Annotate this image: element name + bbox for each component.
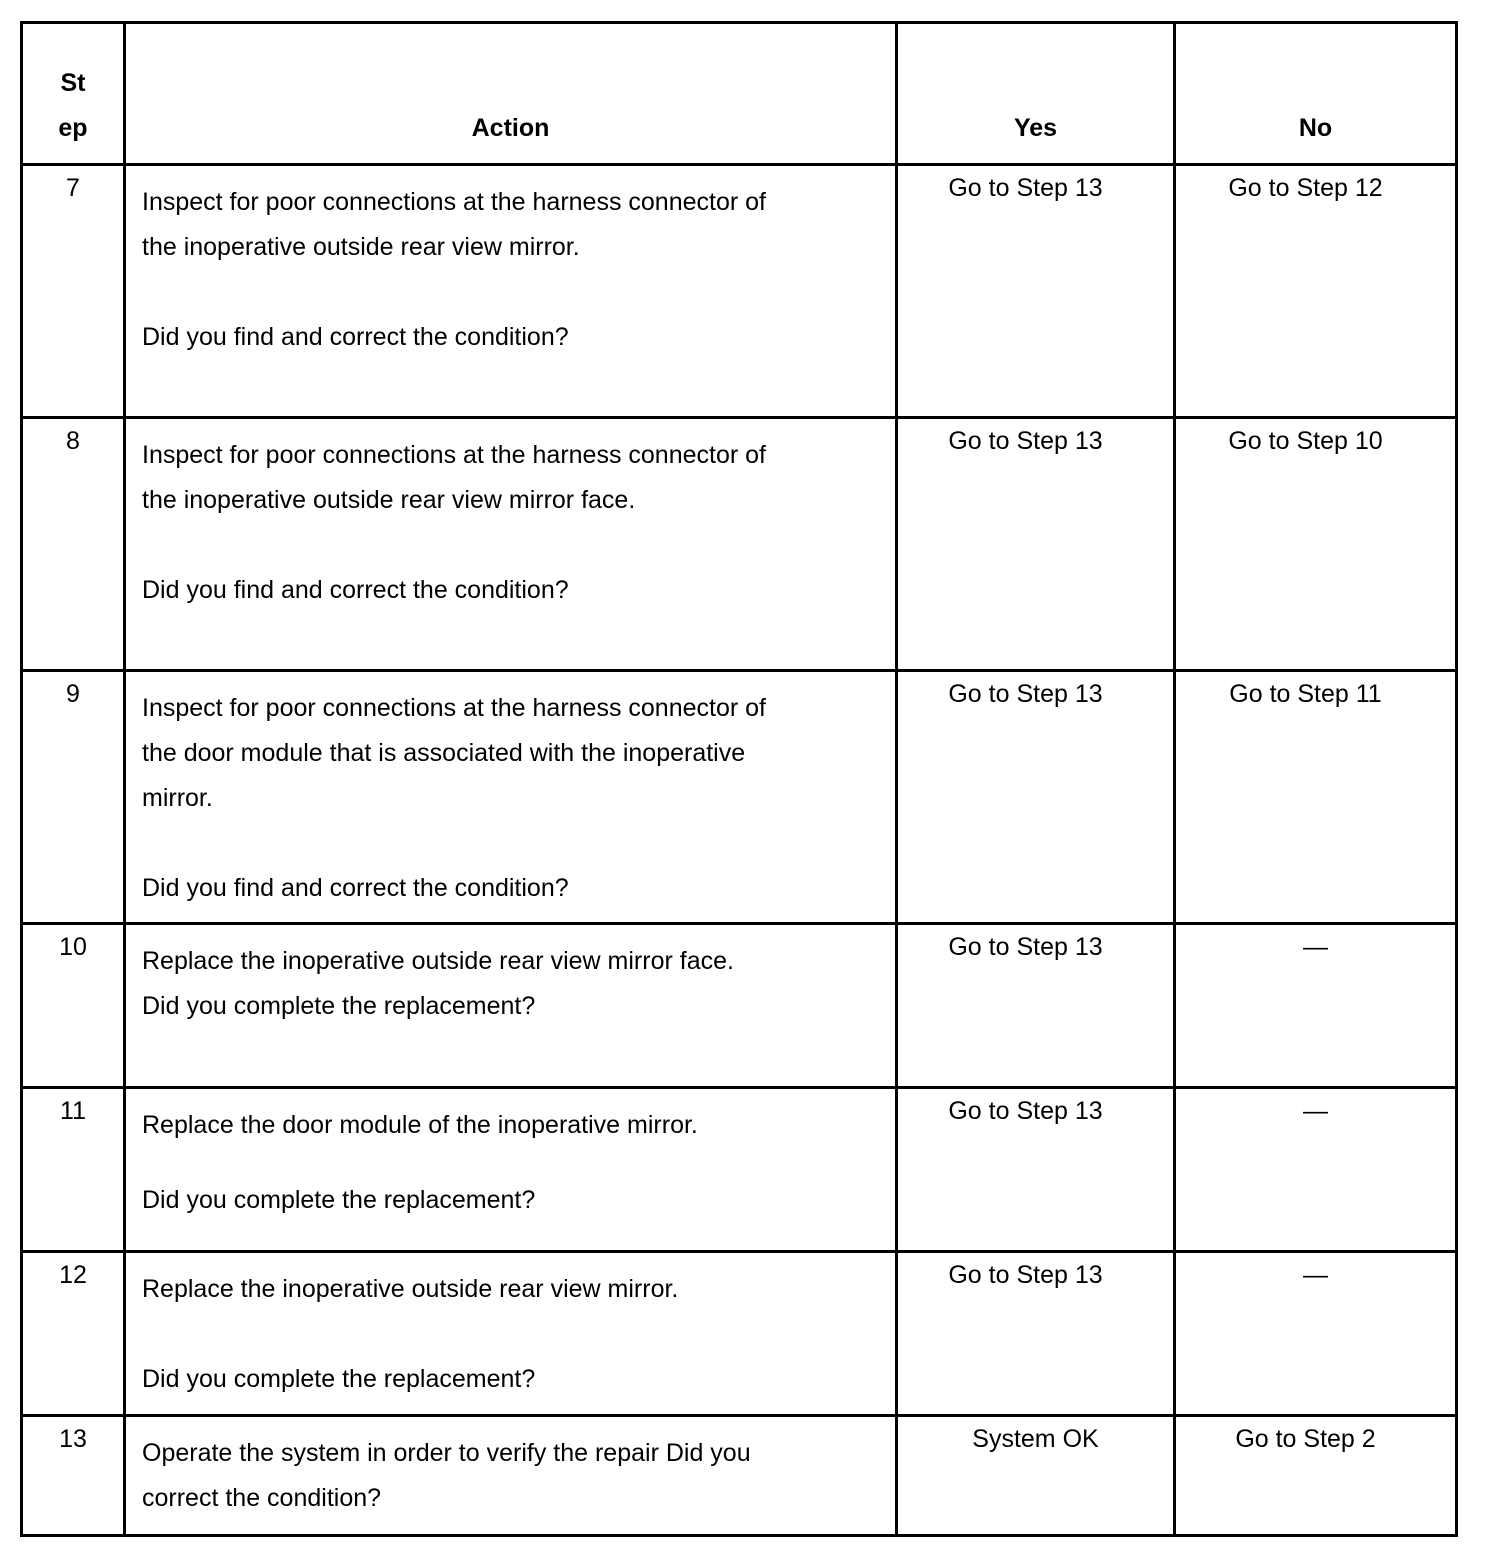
step-number: 8 <box>22 418 125 671</box>
no-text: Go to Step 11 <box>1229 680 1382 708</box>
action-text: correct the condition? <box>142 1484 382 1512</box>
yes-text: Go to Step 13 <box>948 1261 1103 1289</box>
step-number: 11 <box>22 1088 125 1252</box>
step-number: 9 <box>22 671 125 924</box>
header-action: Action <box>125 23 897 165</box>
question-text: Did you complete the replacement? <box>142 992 536 1020</box>
step-number: 7 <box>22 165 125 418</box>
header-step-line2: ep <box>58 114 88 142</box>
action-text: Inspect for poor connections at the harness connector of <box>142 441 766 469</box>
table-row <box>22 671 1457 924</box>
diagnostic-table <box>20 21 1458 1537</box>
action-text: Replace the door module of the inoperative mirror. <box>142 1111 698 1139</box>
header-yes: Yes <box>897 23 1175 165</box>
action-cell <box>125 1088 897 1252</box>
yes-cell <box>897 165 1175 418</box>
no-text: Go to Step 2 <box>1235 1425 1376 1453</box>
yes-text: Go to Step 13 <box>948 933 1103 961</box>
no-cell <box>1175 418 1457 671</box>
question-text: Did you find and correct the condition? <box>142 576 569 604</box>
no-text: — <box>1303 933 1328 961</box>
no-text: — <box>1303 1261 1328 1289</box>
yes-cell <box>897 924 1175 1088</box>
action-text: the door module that is associated with the inoperative <box>142 739 746 767</box>
step-number: 12 <box>22 1252 125 1416</box>
action-cell <box>125 418 897 671</box>
action-text: mirror. <box>142 784 213 812</box>
header-row <box>22 23 1457 165</box>
step-number: 10 <box>22 924 125 1088</box>
no-cell <box>1175 671 1457 924</box>
action-text: Inspect for poor connections at the harness connector of <box>142 694 766 722</box>
action-cell <box>125 1416 897 1536</box>
action-cell <box>125 1252 897 1416</box>
yes-text: Go to Step 13 <box>948 680 1103 708</box>
yes-cell <box>897 1088 1175 1252</box>
action-cell <box>125 165 897 418</box>
yes-text: Go to Step 13 <box>948 427 1103 455</box>
action-text: Operate the system in order to verify the repair Did you <box>142 1439 751 1467</box>
table-row <box>22 924 1457 1088</box>
yes-cell <box>897 1416 1175 1536</box>
action-text: Inspect for poor connections at the harness connector of <box>142 188 766 216</box>
table-row <box>22 1088 1457 1252</box>
question-text: Did you complete the replacement? <box>142 1186 536 1214</box>
question-text: Did you find and correct the condition? <box>142 323 569 351</box>
header-step <box>22 23 125 165</box>
yes-text: System OK <box>972 1425 1099 1453</box>
yes-cell <box>897 418 1175 671</box>
question-text: Did you complete the replacement? <box>142 1365 536 1393</box>
no-cell <box>1175 1252 1457 1416</box>
action-cell <box>125 671 897 924</box>
yes-text: Go to Step 13 <box>948 174 1103 202</box>
header-step-line1: St <box>60 69 86 97</box>
action-text: Replace the inoperative outside rear view mirror face. <box>142 947 734 975</box>
action-text: Replace the inoperative outside rear view mirror. <box>142 1275 679 1303</box>
yes-cell <box>897 1252 1175 1416</box>
step-number: 13 <box>22 1416 125 1536</box>
table-row <box>22 1416 1457 1536</box>
no-text: Go to Step 10 <box>1228 427 1383 455</box>
no-cell <box>1175 1088 1457 1252</box>
no-cell <box>1175 1416 1457 1536</box>
table-row <box>22 418 1457 671</box>
action-text: the inoperative outside rear view mirror. <box>142 233 580 261</box>
action-text: the inoperative outside rear view mirror face. <box>142 486 636 514</box>
action-cell <box>125 924 897 1088</box>
no-cell <box>1175 924 1457 1088</box>
no-text: — <box>1303 1097 1328 1125</box>
no-cell <box>1175 165 1457 418</box>
table-row <box>22 165 1457 418</box>
table-row <box>22 1252 1457 1416</box>
yes-text: Go to Step 13 <box>948 1097 1103 1125</box>
no-text: Go to Step 12 <box>1228 174 1383 202</box>
header-no: No <box>1175 23 1457 165</box>
yes-cell <box>897 671 1175 924</box>
question-text: Did you find and correct the condition? <box>142 874 569 902</box>
